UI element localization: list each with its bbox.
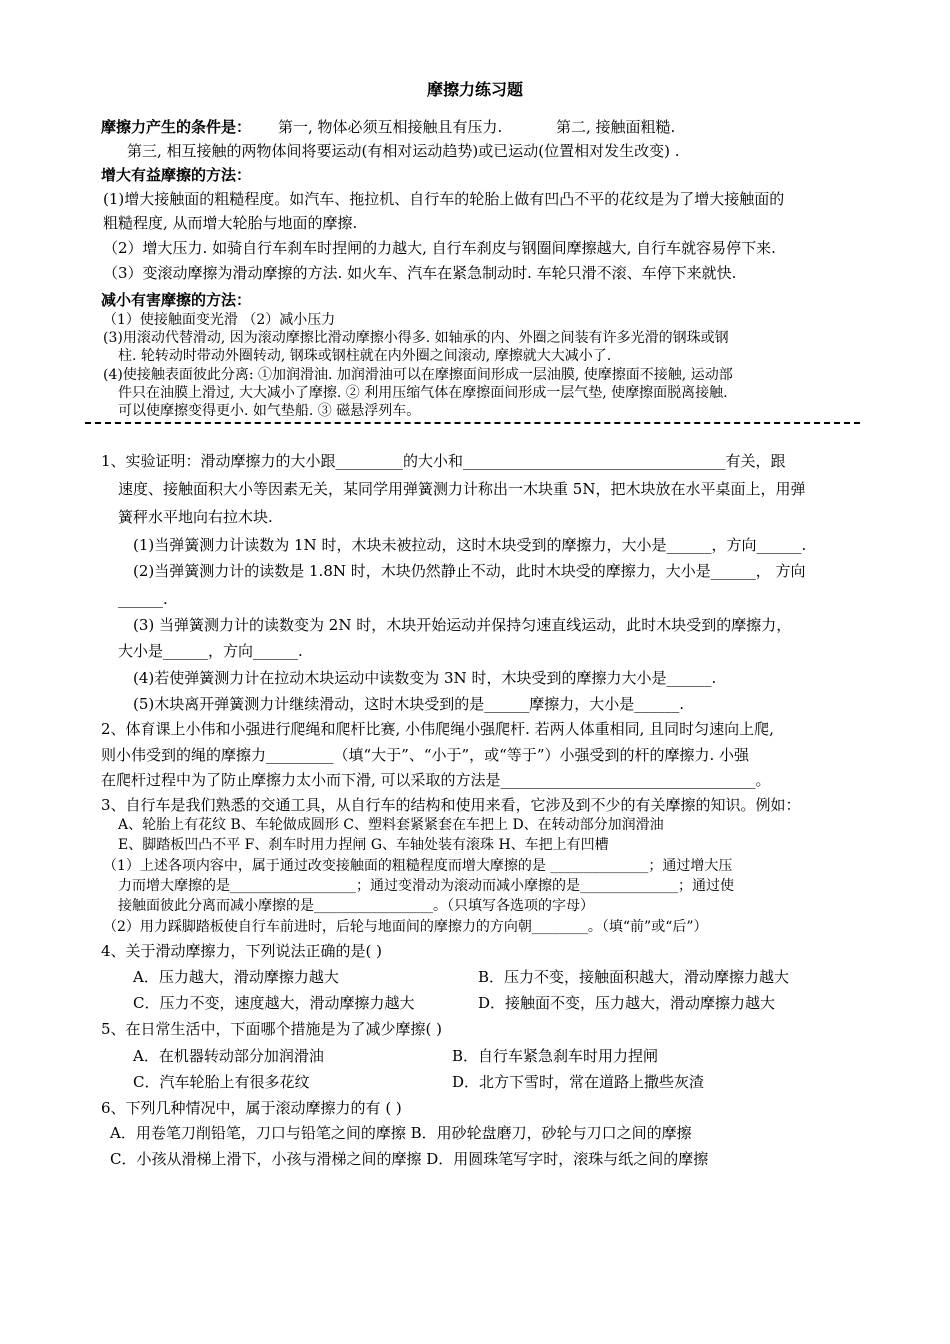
q3-part-1b: 力而增大摩擦的是__________________；通过变滑动为滚动而减小摩擦的是______________；通过使 <box>118 878 734 894</box>
q4-option-c: C．压力不变，速度越大，滑动摩擦力越大 <box>133 994 415 1012</box>
q6-options-ab: A．用卷笔刀削铅笔，刀口与铅笔之间的摩擦 B．用砂轮盘磨刀，砂轮与刀口之间的摩擦 <box>110 1124 692 1142</box>
q3-part-1a: （1）上述各项内容中，属于通过改变接触面的粗糙程度而增大摩擦的是 ______________；通过增大压 <box>103 858 733 874</box>
q3-line-a: 3、自行车是我们熟悉的交通工具，从自行车的结构和使用来看，它涉及到不少的有关摩擦的知识。例如： <box>101 796 801 814</box>
q6-options-cd: C．小孩从滑梯上滑下，小孩与滑梯之间的摩擦 D．用圆珠笔写字时，滚珠与纸之间的摩擦 <box>110 1150 709 1168</box>
increase-heading: 增大有益摩擦的方法： <box>101 166 252 184</box>
decrease-heading: 减小有害摩擦的方法： <box>101 291 252 309</box>
q3-options-a: A、轮胎上有花纹 B、车轮做成圆形 C、塑料套紧紧套在车把上 D、在转动部分加润滑油 <box>118 817 664 833</box>
increase-1a: (1)增大接触面的粗糙程度。如汽车、拖拉机、自行车的轮胎上做有凹凸不平的花纹是为了增大接触面的 <box>103 190 785 208</box>
q5-option-c: C．汽车轮胎上有很多花纹 <box>133 1073 310 1091</box>
decrease-3b: 柱. 轮转动时带动外圈转动, 钢珠或钢柱就在内外圈之间滚动, 摩擦就大大减小了. <box>118 348 612 364</box>
q5-option-b: B．自行车紧急刹车时用力捏闸 <box>452 1047 659 1065</box>
page-title: 摩擦力练习题 <box>426 80 523 99</box>
q2-line-c: 在爬杆过程中为了防止摩擦力太小而下滑, 可以采取的方法是__________________________________。 <box>101 771 771 789</box>
q3-part-2: （2）用力踩脚踏板使自行车前进时，后轮与地面间的摩擦力的方向朝________。（填“前”或“后”） <box>103 919 708 935</box>
condition-label: 摩擦力产生的条件是： <box>101 118 252 136</box>
condition-2: 第二, 接触面粗糙. <box>556 118 676 136</box>
q5-stem: 5、在日常生活中，下面哪个措施是为了减少摩擦( ) <box>101 1020 443 1038</box>
increase-1b: 粗糙程度, 从而增大轮胎与地面的摩擦. <box>103 214 358 232</box>
q2-line-b: 则小伟受到的绳的摩擦力_________（填“大于”、“小于”，或“等于”）小强受到的杆的摩擦力. 小强 <box>101 746 750 764</box>
q1-part-3a: (3) 当弹簧测力计的读数变为 2N 时，木块开始运动并保持匀速直线运动，此时木块受到的摩擦力， <box>133 616 792 634</box>
q1-part-4: (4)若使弹簧测力计在拉动木块运动中读数变为 3N 时，木块受到的摩擦力大小是______. <box>133 669 717 687</box>
decrease-1: （1）使接触面变光滑 （2）减小压力 <box>103 312 336 328</box>
increase-2: （2）增大压力. 如骑自行车刹车时捏闸的力越大, 自行车刹皮与钢圈间摩擦越大, 自行车就容易停下来. <box>103 239 776 257</box>
q1-part-2a: (2)当弹簧测力计的读数是 1.8N 时，木块仍然静止不动，此时木块受的摩擦力，大小是______， 方向 <box>133 562 806 580</box>
q4-stem: 4、关于滑动摩擦力，下列说法正确的是( ) <box>101 942 383 960</box>
q4-option-d: D．接触面不变，压力越大，滑动摩擦力越大 <box>478 994 776 1012</box>
q6-stem: 6、下列几种情况中，属于滚动摩擦力的有 ( ) <box>101 1099 402 1117</box>
q1-part-2b: ______. <box>118 590 168 608</box>
q2-line-a: 2、体育课上小伟和小强进行爬绳和爬杆比赛, 小伟爬绳小强爬杆. 若两人体重相同, 且同时匀速向上爬, <box>101 720 774 738</box>
decrease-4b: 件只在油膜上滑过, 大大减小了摩擦. ② 利用压缩气体在摩擦面间形成一层气垫, 使摩擦面脱离接触. <box>118 385 728 401</box>
q1-line-b: 速度、接触面积大小等因素无关，某同学用弹簧测力计称出一木块重 5N，把木块放在水平桌面上，用弹 <box>118 480 806 498</box>
q5-option-a: A．在机器转动部分加润滑油 <box>133 1047 324 1065</box>
q1-line-a: 1、实验证明：滑动摩擦力的大小跟_________的大小和___________________________________有关，跟 <box>101 452 786 470</box>
q1-part-5: (5)木块离开弹簧测力计继续滑动，这时木块受到的是______摩擦力，大小是______. <box>133 695 685 713</box>
decrease-3a: (3)用滚动代替滑动, 因为滚动摩擦比滑动摩擦小得多. 如轴承的内、外圈之间装有许多光滑的钢珠或钢 <box>103 330 729 346</box>
q3-part-1c: 接触面彼此分离而减小摩擦的是_________________。（只填写各选项的字母） <box>118 898 594 914</box>
increase-3: （3）变滚动摩擦为滑动摩擦的方法. 如火车、汽车在紧急制动时. 车轮只滑不滚、车停下来就快. <box>103 264 737 282</box>
decrease-4c: 可以使摩擦变得更小. 如气垫船. ③ 磁悬浮列车。 <box>118 403 421 419</box>
q1-part-3b: 大小是______，方向______. <box>118 642 303 660</box>
q1-line-c: 簧秤水平地向右拉木块. <box>118 508 273 526</box>
q4-option-b: B．压力不变，接触面积越大，滑动摩擦力越大 <box>478 968 790 986</box>
condition-3: 第三, 相互接触的两物体间将要运动(有相对运动趋势)或已运动(位置相对发生改变) . <box>127 142 680 160</box>
q5-option-d: D．北方下雪时，常在道路上撒些灰渣 <box>452 1073 705 1091</box>
condition-1: 第一, 物体必须互相接触且有压力. <box>278 118 503 136</box>
q1-part-1: (1)当弹簧测力计读数为 1N 时，木块未被拉动，这时木块受到的摩擦力，大小是______，方向______. <box>133 536 807 554</box>
q3-options-b: E、脚踏板凹凸不平 F、刹车时用力捏闸 G、车轴处装有滚珠 H、车把上有凹槽 <box>118 837 609 853</box>
decrease-4a: (4)使接触表面彼此分离: ①加润滑油. 加润滑油可以在摩擦面间形成一层油膜, 使摩擦面不接触, 运动部 <box>103 367 733 383</box>
section-divider <box>85 422 860 424</box>
q4-option-a: A．压力越大，滑动摩擦力越大 <box>133 968 339 986</box>
